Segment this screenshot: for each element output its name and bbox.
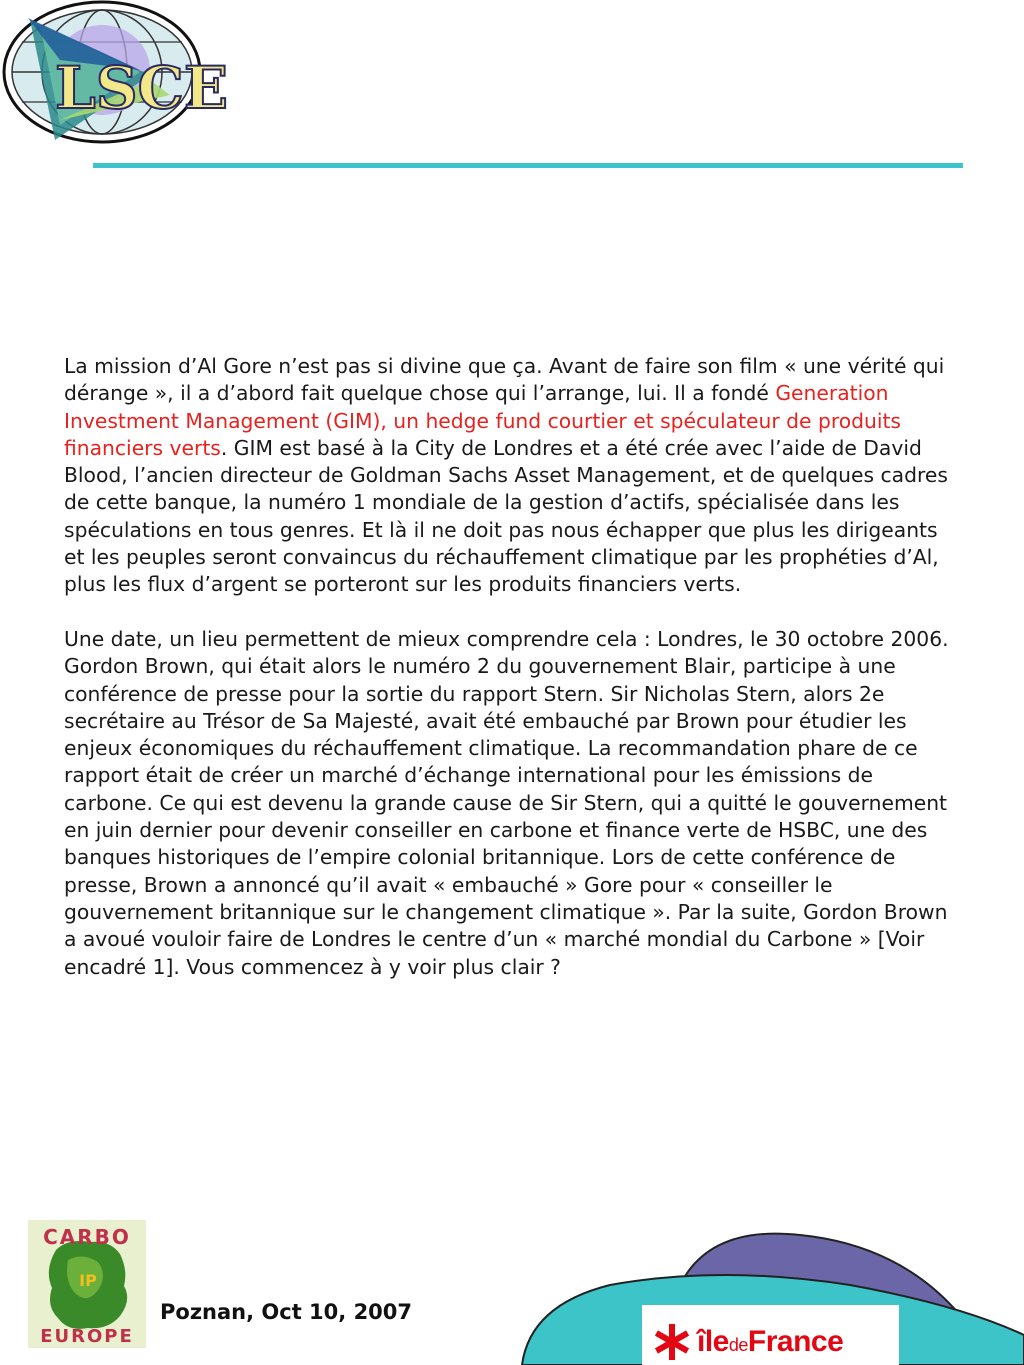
lsce-logo-text: LSCE [55,54,229,122]
idf-france: France [747,1325,844,1358]
paragraph-2: Une date, un lieu permettent de mieux comprendre cela : Londres, le 30 octobre 2006. Gordon Brown, qui était alors le numéro 2 du gouvernement Blair, participe à une conférence de presse pour la sortie du rapport Stern. Sir Nicholas Stern, alors 2e secrétaire au Trésor de Sa Majesté, avait été embauché par Brown pour étudier les enjeux économiques du réchauffement climatique. La recommandation phare de ce rapport était de créer un marché d’échange international pour les émissions de carbone. Ce qui est devenu la grande cause de Sir Stern, qui a quitté le gouvernement en juin dernier pour devenir conseiller en carbone et finance verte de HSBC, une des banques historiques de l’empire colonial britannique. Lors de cette conférence de presse, Brown a annoncé qu’il avait « embauché » Gore pour « conseiller le gouvernement britannique sur le changement climatique ». Par la suite, Gordon Brown a avoué vouloir faire de Londres le centre d’un « marché mondial du Carbone » [Voir encadré 1]. Vous commencez à y voir plus clair ? [64,626,949,979]
carbo-top-text: CARBO [43,1225,131,1249]
header-rule [93,163,963,168]
carbo-ip-text: IP [79,1271,97,1290]
paragraph-1-end: . GIM est basé à la City de Londres et a été crée avec l’aide de David Blood, l’ancien directeur de Goldman Sachs Asset Management, et de quelques cadres de cette banque, la numéro 1 mondiale de la gestion d’actifs, spécialisée dans les spéculations en tous genres. Et là il ne doit pas nous échapper que plus les dirigeants et les peuples seront convaincus du réchauffement climatique par les prophéties d’Al, plus les flux d’argent se porteront sur les produits financiers verts. [64,435,948,597]
article-body [64,353,964,981]
idf-de: de [728,1335,748,1355]
footer-date: Poznan, Oct 10, 2007 [160,1300,413,1324]
carbo-europe-logo [28,1220,146,1348]
lsce-logo [0,0,229,150]
star-icon [655,1323,689,1361]
highlighted-text: Generation Investment Management (GIM), un hedge fund courtier et spéculateur de produits financiers verts [64,381,901,460]
carbo-bottom-text: EUROPE [40,1326,134,1347]
paragraph-1-start: La mission d’Al Gore n’est pas si divine que ça. Avant de faire son film « une vérité qui dérange », il a d’abord fait quelque chose qui l’arrange, lui. Il a fondé [64,354,945,406]
ile-de-france-logo [655,1322,843,1362]
paragraph-1 [64,353,964,599]
ile-de-france-wordmark [697,1325,843,1359]
idf-ile: île [697,1325,729,1358]
